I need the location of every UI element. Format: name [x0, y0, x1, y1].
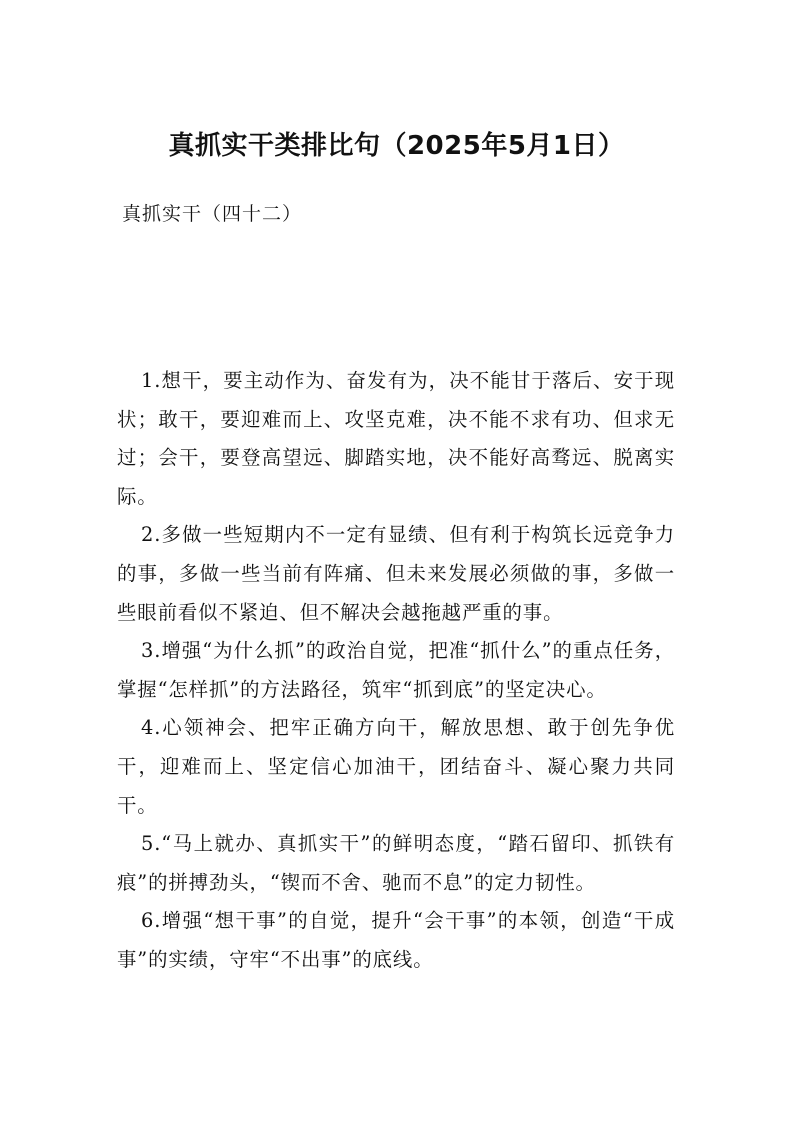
paragraph-4: 4.心领神会、把牢正确方向干，解放思想、敢于创先争优干，迎难而上、坚定信心加油干，团结奋斗、凝心聚力共同干。 [117, 716, 675, 817]
document-body [117, 362, 675, 980]
paragraph-2: 2.多做一些短期内不一定有显绩、但有利于构筑长远竞争力的事，多做一些当前有阵痛、但未来发展必须做的事，多做一些眼前看似不紧迫、但不解决会越拖越严重的事。 [117, 523, 675, 624]
paragraph-5: 5.“马上就办、真抓实干”的鲜明态度，“踏石留印、抓铁有痕”的拼搏劲头，“锲而不舍、驰而不息”的定力韧性。 [117, 832, 675, 894]
paragraph-3: 3.增强“为什么抓”的政治自觉，把准“抓什么”的重点任务，掌握“怎样抓”的方法路径，筑牢“抓到底”的坚定决心。 [117, 639, 675, 701]
document-subtitle: 真抓实干（四十二） [122, 203, 303, 225]
paragraph-6: 6.增强“想干事”的自觉，提升“会干事”的本领，创造“干成事”的实绩，守牢“不出事”的底线。 [117, 909, 675, 971]
paragraph-1: 1.想干，要主动作为、奋发有为，决不能甘于落后、安于现状；敢干，要迎难而上、攻坚克难，决不能不求有功、但求无过；会干，要登高望远、脚踏实地，决不能好高骛远、脱离实际。 [117, 369, 675, 508]
document-title: 真抓实干类排比句（2025年5月1日） [168, 131, 625, 161]
